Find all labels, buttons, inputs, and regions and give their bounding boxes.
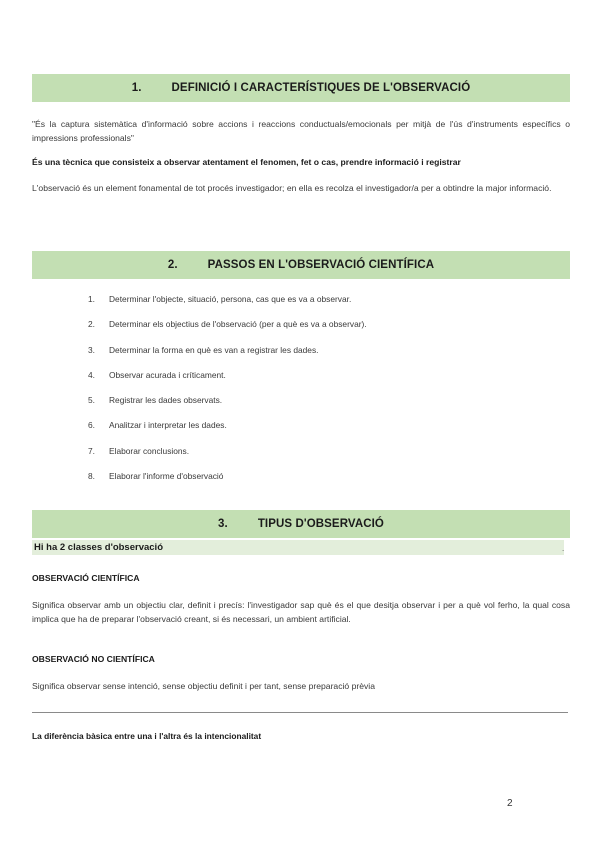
- trailing-mark: .: [562, 544, 565, 553]
- section-1-number: 1.: [131, 82, 142, 94]
- list-item: [88, 343, 367, 368]
- step-number: 5.: [88, 395, 95, 406]
- list-item: [88, 292, 367, 317]
- non-scientific-observation-text: Significa observar sense intenció, sense objectiu definit i per tant, sense preparació prèvia: [32, 681, 375, 691]
- step-text: Elaborar l'informe d'observació: [109, 471, 224, 482]
- list-item: [88, 393, 367, 418]
- list-item: [88, 469, 367, 494]
- step-text: Determinar la forma en què es van a registrar les dades.: [109, 344, 319, 355]
- list-item: [88, 317, 367, 342]
- scientific-observation-text: Significa observar amb un objectiu clar, definit i precís: l'investigador sap què és el que desitja observar i per a què vol ferho, la qual cosa implica que ha de preparar l'observació creant, si és necessari, un ambient artificial.: [32, 600, 570, 624]
- list-item: [88, 444, 367, 469]
- technique-statement: És una tècnica que consisteix a observar atentament el fenomen, fet o cas, prendre informació i registrar: [32, 157, 461, 167]
- step-number: 3.: [88, 344, 95, 355]
- non-scientific-observation-title: OBSERVACIÓ NO CIENTÍFICA: [32, 654, 155, 664]
- observation-paragraph: L'observació és un element fonamental de tot procés investigador; en ella es recolza el investigador/a per a obtindre la major informació.: [32, 183, 552, 193]
- list-item: [88, 368, 367, 393]
- section-2-title: PASSOS EN L'OBSERVACIÓ CIENTÍFICA: [207, 259, 435, 271]
- step-number: 6.: [88, 420, 95, 431]
- section-2-header: [32, 251, 570, 279]
- step-number: 1.: [88, 294, 95, 304]
- section-3-title: TIPUS D'OBSERVACIÓ: [257, 518, 384, 530]
- step-number: 4.: [88, 369, 95, 380]
- classes-intro: Hi ha 2 classes d'observació: [32, 540, 564, 555]
- step-text: Determinar els objectius de l'observació (per a què es va a observar).: [109, 319, 367, 330]
- section-1-title: DEFINICIÓ I CARACTERÍSTIQUES DE L'OBSERVACIÓ: [171, 82, 471, 94]
- scientific-observation-title: OBSERVACIÓ CIENTÍFICA: [32, 573, 140, 583]
- section-2-number: 2.: [167, 259, 178, 271]
- page-number: 2: [507, 798, 513, 809]
- key-difference-note: La diferència bàsica entre una i l'altra és la intencionalitat: [32, 731, 262, 741]
- step-text: Determinar l'objecte, situació, persona, cas que es va a observar.: [109, 294, 352, 304]
- section-3-number: 3.: [218, 518, 228, 530]
- step-text: Registrar les dades observats.: [109, 395, 223, 406]
- step-number: 2.: [88, 319, 95, 330]
- steps-list: [88, 292, 367, 494]
- section-1-header: [32, 74, 570, 102]
- horizontal-divider: [32, 712, 568, 713]
- definition-quote: "És la captura sistemàtica d'informació sobre accions i reaccions conductuals/emocionals per mitjà de l'ús d'instruments específics o impressions professionals": [32, 119, 570, 143]
- step-text: Elaborar conclusions.: [109, 445, 190, 456]
- step-text: Analitzar i interpretar les dades.: [109, 420, 227, 431]
- step-text: Observar acurada i críticament.: [109, 369, 226, 380]
- list-item: [88, 418, 367, 443]
- step-number: 7.: [88, 445, 95, 456]
- section-3-header: [32, 510, 570, 538]
- step-number: 8.: [88, 471, 95, 482]
